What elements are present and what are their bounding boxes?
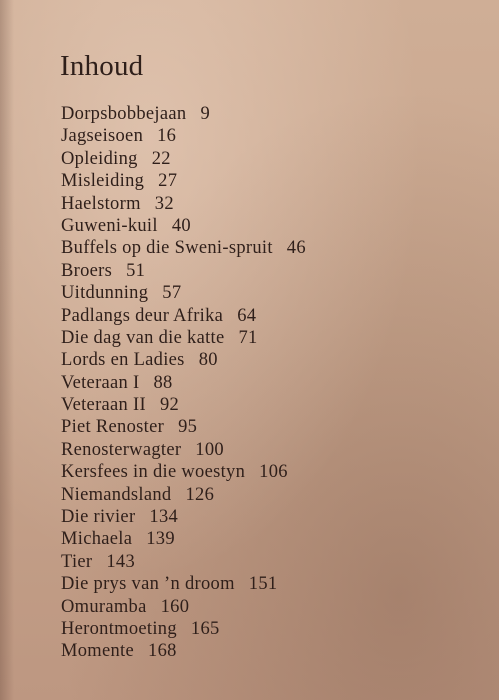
toc-entry-title: Tier: [61, 551, 93, 572]
toc-entry-title: Haelstorm: [61, 193, 141, 214]
toc-entry-title: Veteraan II: [61, 395, 146, 416]
toc-entry-page-number: 80: [198, 350, 218, 371]
toc-entry-page-number: 165: [190, 618, 220, 639]
table-of-contents: [61, 103, 306, 663]
toc-entry-title: Herontmoeting: [61, 618, 177, 639]
toc-entry: [61, 484, 306, 506]
toc-entry-page-number: 9: [200, 104, 211, 124]
toc-entry: [61, 260, 306, 282]
toc-entry: [61, 237, 306, 259]
toc-entry: [61, 439, 306, 461]
toc-entry-title: Broers: [61, 260, 113, 281]
toc-entry-page-number: 143: [106, 551, 136, 572]
toc-entry-title: Veteraan I: [61, 372, 140, 393]
toc-entry-page-number: 16: [157, 126, 177, 147]
toc-entry-title: Renosterwagter: [61, 439, 182, 460]
toc-entry-title: Lords en Ladies: [61, 350, 185, 371]
toc-entry-title: Buffels op die Sweni-spruit: [61, 238, 273, 259]
toc-entry: [61, 148, 306, 170]
toc-entry-title: Michaela: [61, 529, 133, 550]
toc-entry: [61, 528, 306, 550]
toc-entry-page-number: 126: [185, 484, 215, 505]
page-title: Inhoud: [60, 50, 144, 82]
toc-entry: [61, 349, 306, 371]
toc-entry-title: Omuramba: [61, 596, 147, 617]
toc-entry-page-number: 92: [159, 395, 180, 416]
toc-entry-page-number: 168: [148, 641, 177, 662]
toc-entry-title: Piet Renoster: [61, 417, 165, 438]
toc-entry-title: Momente: [61, 641, 135, 662]
toc-entry-page-number: 139: [146, 529, 175, 550]
toc-entry-title: Uitdunning: [61, 283, 149, 304]
toc-entry: [61, 103, 306, 125]
toc-entry-title: Die rivier: [61, 507, 136, 528]
toc-entry-page-number: 51: [126, 260, 146, 281]
toc-entry-page-number: 151: [248, 574, 278, 595]
toc-entry: [61, 596, 306, 618]
toc-entry-title: Opleiding: [61, 148, 138, 169]
toc-entry: [61, 193, 306, 215]
toc-entry: [61, 394, 306, 416]
toc-entry: [61, 640, 306, 662]
toc-entry-title: Die dag van die katte: [61, 327, 225, 348]
toc-entry-page-number: 100: [195, 439, 224, 460]
toc-entry-page-number: 64: [237, 305, 257, 326]
toc-entry-page-number: 106: [259, 462, 288, 483]
toc-entry-page-number: 88: [153, 372, 173, 393]
toc-entry: [61, 282, 306, 304]
toc-entry: [61, 461, 306, 483]
toc-entry: [61, 125, 306, 147]
toc-entry-page-number: 40: [171, 215, 191, 236]
toc-entry: [61, 215, 306, 237]
toc-entry-page-number: 57: [162, 283, 182, 304]
toc-entry: [61, 305, 306, 327]
toc-entry: [61, 372, 306, 394]
toc-entry: [61, 416, 306, 438]
toc-entry-title: Jagseisoen: [61, 126, 144, 147]
toc-entry-title: Guweni-kuil: [61, 215, 158, 236]
toc-entry: [61, 618, 306, 640]
toc-entry: [61, 551, 306, 573]
toc-entry: [61, 170, 306, 192]
toc-entry-title: Kersfees in die woestyn: [61, 462, 246, 483]
toc-entry-page-number: 22: [151, 148, 171, 169]
toc-entry-title: Die prys van ’n droom: [61, 574, 235, 595]
toc-entry: [61, 506, 306, 528]
toc-entry-title: Niemandsland: [61, 484, 172, 505]
toc-entry-page-number: 71: [238, 327, 258, 348]
page-edge-shadow: [0, 0, 14, 700]
toc-entry-page-number: 46: [286, 238, 306, 259]
toc-entry-title: Dorpsbobbejaan: [61, 104, 187, 124]
toc-entry: [61, 573, 306, 595]
toc-entry-title: Misleiding: [61, 171, 145, 192]
toc-entry-page-number: 95: [178, 417, 198, 438]
toc-entry-page-number: 160: [160, 596, 190, 617]
toc-entry-page-number: 32: [154, 193, 174, 214]
toc-entry-page-number: 134: [149, 507, 179, 528]
toc-entry-page-number: 27: [158, 171, 178, 192]
toc-entry: [61, 327, 306, 349]
toc-entry-title: Padlangs deur Afrika: [61, 305, 224, 326]
